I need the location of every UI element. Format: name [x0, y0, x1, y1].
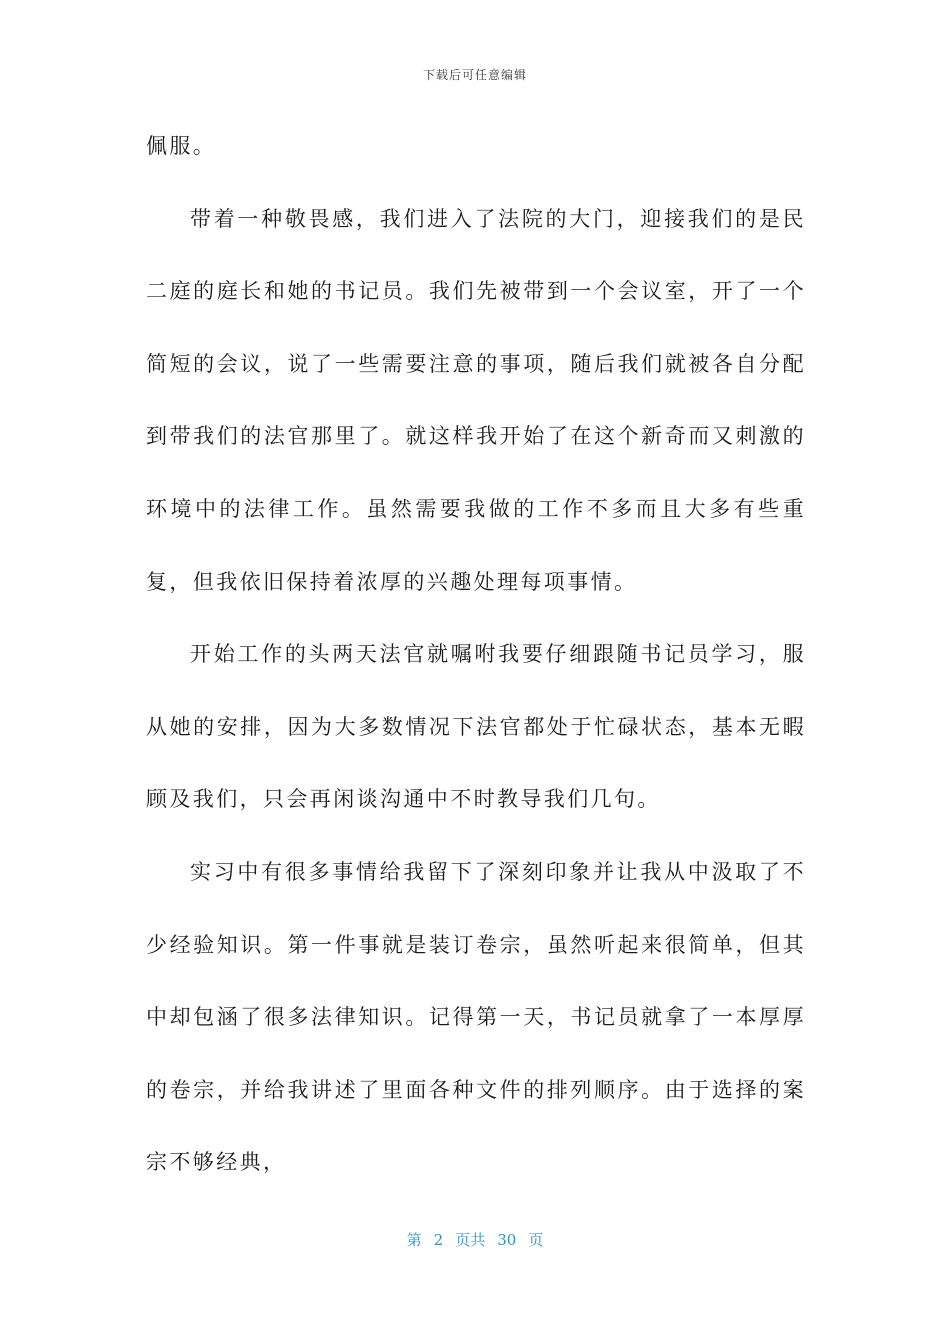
paragraph-1: 佩服。 — [146, 134, 217, 158]
page-footer — [0, 1229, 950, 1250]
footer-mid: 页共 — [455, 1231, 486, 1249]
footer-suffix: 页 — [528, 1231, 544, 1249]
page-header: 下载后可任意编辑 — [422, 68, 527, 82]
paragraph-2: 带着一种敬畏感，我们进入了法院的大门，迎接我们的是民二庭的庭长和她的书记员。我们先被带到一个会议室，开了一个简短的会议，说了一些需要注意的事项，随后我们就被各自分配到带我们的法官那里了。就这样我开始了在这个新奇而又刺激的环境中的法律工作。虽然需要我做的工作不多而且大多有些重复，但我依旧保持着浓厚的兴趣处理每项事情。 — [146, 206, 806, 594]
paragraph-3: 开始工作的头两天法官就嘱咐我要仔细跟随书记员学习，服从她的安排，因为大多数情况下法官都处于忙碌状态，基本无暇顾及我们，只会再闲谈沟通中不时教导我们几句。 — [146, 642, 806, 812]
page-number: 2 — [433, 1231, 444, 1249]
document-body — [146, 110, 806, 1199]
footer-prefix: 第 — [406, 1231, 422, 1249]
page-total: 30 — [497, 1231, 517, 1249]
paragraph-4: 实习中有很多事情给我留下了深刻印象并让我从中汲取了不少经验知识。第一件事就是装订卷宗，虽然听起来很简单，但其中却包涵了很多法律知识。记得第一天，书记员就拿了一本厚厚的卷宗，并给我讲述了里面各种文件的排列顺序。由于选择的案宗不够经典， — [146, 859, 806, 1175]
